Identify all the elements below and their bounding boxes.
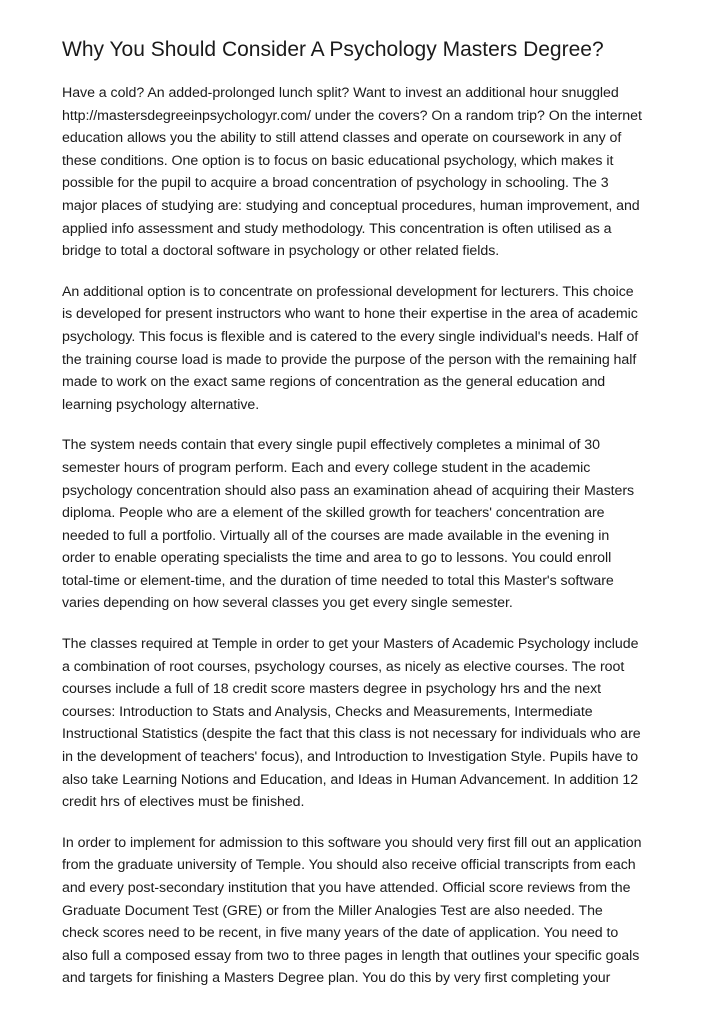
paragraph-5 xyxy=(62,832,674,990)
text-line: check scores need to be recent, in five many years of the date of application. You need to xyxy=(62,925,619,942)
text-line: courses: Introduction to Stats and Analysis, Checks and Measurements, Intermediate xyxy=(62,703,593,720)
paragraph-2 xyxy=(62,281,674,417)
text-line: in the development of teachers' focus), and Introduction to Investigation Style. Pupils have to xyxy=(62,749,639,766)
text-line: made to work on the exact same regions of concentration as the general education and xyxy=(62,374,606,391)
text-line: Instructional Statistics (despite the fact that this class is not necessary for individuals who are xyxy=(62,726,641,743)
text-line-with-url: http://mastersdegreeinpsychologyr.com/ under the covers? On a random trip? On the internet xyxy=(62,107,642,124)
text-line: semester hours of program perform. Each and every college student in the academic xyxy=(62,459,591,476)
text-line: psychology. This focus is flexible and is catered to the every single individual's needs. Half of xyxy=(62,328,639,345)
text-line: applied info assessment and study methodology. This concentration is often utilised as a xyxy=(62,220,612,237)
text-line: In order to implement for admission to this software you should very first fill out an application xyxy=(62,834,642,851)
text-line: An additional option is to concentrate on professional development for lecturers. This choice xyxy=(62,283,634,300)
text-line: The system needs contain that every single pupil effectively completes a minimal of 30 xyxy=(62,437,600,454)
text-line: the training course load is made to provide the purpose of the person with the remaining half xyxy=(62,351,637,368)
text-line: and every post-secondary institution that you have attended. Official score reviews from the xyxy=(62,880,631,896)
text-line: a combination of root courses, psychology courses, as nicely as elective courses. The root xyxy=(62,658,625,675)
document-title: Why You Should Consider A Psychology Masters Degree? xyxy=(62,38,604,61)
text-line: education allows you the ability to still attend classes and operate on coursework in any of xyxy=(62,130,622,147)
text-line: from the graduate university of Temple. You should also receive official transcripts from each xyxy=(62,857,636,874)
text-line: psychology concentration should also pass an examination ahead of acquiring their Masters xyxy=(62,482,635,499)
text-line: these conditions. One option is to focus on basic educational psychology, which makes it xyxy=(62,152,614,169)
text-line: The classes required at Temple in order to get your Masters of Academic Psychology include xyxy=(62,636,639,653)
text-line: bridge to total a doctoral software in psychology or other related fields. xyxy=(62,243,500,260)
text-line: learning psychology alternative. xyxy=(62,396,260,413)
text-line: Graduate Document Test (GRE) or from the Miller Analogies Test are also needed. The xyxy=(62,902,603,919)
text-line: diploma. People who are a element of the skilled growth for teachers' concentration are xyxy=(62,505,605,522)
text-line: possible for the pupil to acquire a broad concentration of psychology in schooling. The 3 xyxy=(62,175,609,192)
paragraph-1 xyxy=(62,82,674,263)
text-line: order to enable operating specialists the time and area to go to lessons. You could enroll xyxy=(62,550,612,567)
text-line: major places of studying are: studying and conceptual procedures, human improvement, and xyxy=(62,197,640,214)
text-line: varies depending on how several classes you get every single semester. xyxy=(62,595,513,612)
text-line: also full a composed essay from two to three pages in length that outlines your specific goals xyxy=(62,947,640,964)
text-line: also take Learning Notions and Education, and Ideas in Human Advancement. In addition 12 xyxy=(62,771,639,788)
text-line: total-time or element-time, and the duration of time needed to total this Master's software xyxy=(62,572,614,589)
paragraph-4 xyxy=(62,633,674,814)
text-line: credit hrs of electives must be finished. xyxy=(62,794,305,811)
text-line: Have a cold? An added-prolonged lunch split? Want to invest an additional hour snuggled xyxy=(62,85,619,101)
paragraph-3 xyxy=(62,434,674,615)
document-page xyxy=(62,36,674,1008)
text-line: needed to full a portfolio. Virtually all of the courses are made available in the evening in xyxy=(62,527,610,544)
text-line: courses include a full of 18 credit score masters degree in psychology hrs and the next xyxy=(62,681,602,698)
text-line: and targets for finishing a Masters Degree plan. You do this by very first completing your xyxy=(62,970,611,987)
text-line: is developed for present instructors who want to hone their expertise in the area of academic xyxy=(62,306,638,323)
